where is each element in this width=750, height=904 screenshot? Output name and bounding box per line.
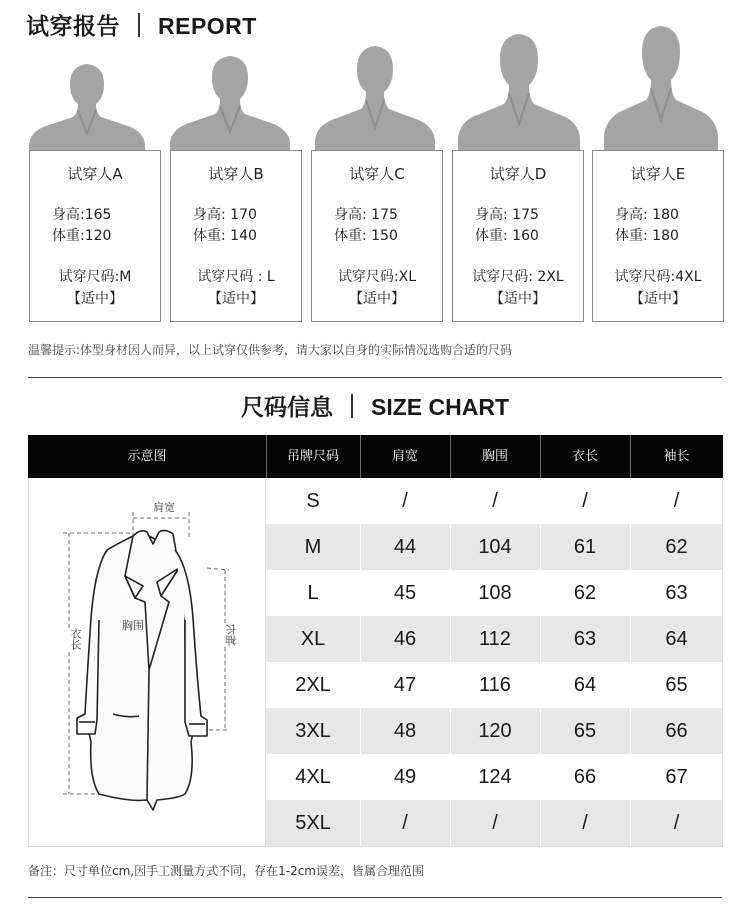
- header-sleeve: 袖长: [663, 449, 690, 464]
- person-silhouette-icon: [311, 42, 445, 153]
- person-size: 试穿尺码 : L: [197, 269, 275, 285]
- table-row: [266, 570, 723, 616]
- table-bottom-border: [28, 846, 723, 847]
- person-size: 试穿尺码:4XL: [614, 269, 702, 285]
- person-silhouette-icon: [452, 30, 586, 153]
- person-fit: 【适中】: [630, 291, 686, 307]
- cell-sleeve: /: [673, 812, 680, 834]
- cell-sleeve: 64: [665, 628, 688, 650]
- cell-shoulder: /: [402, 490, 408, 512]
- diagram-label-shoulder: 肩宽: [153, 501, 175, 514]
- person-info-card: [311, 150, 443, 322]
- header-diagram: 示意图: [127, 449, 167, 464]
- header-tag-size: 吊牌尺码: [286, 449, 339, 464]
- cell-size: M: [304, 536, 322, 558]
- cell-size: S: [306, 490, 320, 512]
- person-stats: [475, 205, 539, 247]
- cell-size: 4XL: [295, 766, 331, 788]
- cell-shoulder: 44: [393, 536, 417, 558]
- size-chart-title-en: SIZE CHART: [371, 394, 509, 420]
- cell-sleeve: 63: [665, 582, 688, 604]
- person-height: 身高: 175: [334, 207, 398, 223]
- table-row: [266, 800, 723, 846]
- person-height: 身高:165: [52, 207, 112, 223]
- person-height: 身高: 180: [615, 207, 679, 223]
- cell-size: L: [307, 582, 319, 604]
- size-chart-title-cn: 尺码信息: [241, 395, 333, 421]
- person-fit: 【适中】: [349, 291, 405, 307]
- person-name: 试穿人D: [489, 165, 547, 183]
- person-name: 试穿人E: [630, 165, 686, 183]
- table-row: [266, 662, 723, 708]
- column-divider: [360, 478, 361, 846]
- person-silhouette-icon: [170, 52, 304, 153]
- cell-chest: 116: [479, 674, 511, 696]
- person-info-card: [29, 150, 161, 322]
- cell-sleeve: /: [673, 490, 680, 512]
- size-table-header: [28, 435, 723, 478]
- divider-line: [28, 377, 722, 378]
- title-divider: [351, 394, 353, 418]
- table-row: [266, 478, 723, 524]
- report-title: [26, 8, 257, 41]
- cell-chest: 112: [479, 628, 511, 650]
- cell-chest: 120: [478, 720, 512, 742]
- column-divider: [722, 478, 723, 846]
- person-height: 身高: 170: [193, 207, 257, 223]
- cell-length: /: [582, 490, 588, 512]
- fit-tip: 温馨提示:体型身材因人而异，以上试穿仅供参考，请大家以自身的实际情况选购合适的尺码: [28, 343, 513, 357]
- column-divider: [630, 478, 631, 846]
- person-weight: 体重:120: [52, 228, 112, 244]
- cell-chest: /: [492, 812, 498, 834]
- person-name: 试穿人B: [208, 165, 264, 183]
- report-title-en: REPORT: [158, 13, 257, 39]
- cell-sleeve: 66: [665, 720, 688, 742]
- cell-sleeve: 67: [665, 766, 688, 788]
- header-length: 衣长: [571, 449, 598, 464]
- diagram-label-chest: 胸围: [122, 619, 144, 632]
- person-weight: 体重: 160: [475, 228, 539, 244]
- person-weight: 体重: 150: [334, 228, 398, 244]
- person-size: 试穿尺码: 2XL: [472, 269, 564, 285]
- cell-size: 2XL: [295, 674, 331, 696]
- person-info-card: [452, 150, 584, 322]
- person-fit: 【适中】: [67, 291, 123, 307]
- person-stats: [193, 205, 257, 247]
- cell-shoulder: 48: [393, 720, 417, 742]
- cell-sleeve: 62: [665, 536, 688, 558]
- cell-chest: 104: [478, 536, 512, 558]
- cell-size: XL: [300, 628, 326, 650]
- diagram-label-sleeve: 袖长: [225, 624, 238, 646]
- header-shoulder: 肩宽: [391, 449, 418, 464]
- cell-length: 66: [573, 766, 597, 788]
- cell-length: 61: [573, 536, 597, 558]
- person-size: 试穿尺码:XL: [337, 269, 417, 285]
- cell-size: 5XL: [295, 812, 331, 834]
- person-name: 试穿人A: [67, 165, 123, 183]
- column-divider: [540, 478, 541, 846]
- cell-shoulder: 46: [393, 628, 417, 650]
- person-info-card: [592, 150, 724, 322]
- person-fit: 【适中】: [208, 291, 264, 307]
- report-title-cn: 试穿报告: [26, 14, 120, 40]
- cell-length: /: [582, 812, 588, 834]
- person-stats: [615, 205, 679, 247]
- table-row: [266, 754, 723, 800]
- cell-shoulder: 45: [393, 582, 417, 604]
- table-row: [266, 524, 723, 570]
- person-fit: 【适中】: [490, 291, 546, 307]
- person-height: 身高: 175: [475, 207, 539, 223]
- column-divider: [265, 478, 266, 846]
- cell-sleeve: 65: [665, 674, 688, 696]
- table-row: [266, 616, 723, 662]
- cell-chest: /: [492, 490, 498, 512]
- coat-diagram: [28, 478, 266, 846]
- title-divider: [138, 13, 140, 37]
- person-weight: 体重: 140: [193, 228, 257, 244]
- diagram-label-length: 衣长: [69, 628, 82, 650]
- coat-outline-icon: [29, 478, 266, 846]
- cell-shoulder: 49: [393, 766, 417, 788]
- measurement-note: 备注：尺寸单位cm,因手工测量方式不同，存在1-2cm误差，皆属合理范围: [28, 864, 424, 878]
- cell-shoulder: 47: [393, 674, 417, 696]
- table-row: [266, 708, 723, 754]
- divider-line: [28, 897, 722, 898]
- person-size: 试穿尺码:M: [58, 269, 132, 285]
- size-chart-title: [0, 389, 750, 422]
- person-stats: [334, 205, 398, 247]
- cell-length: 62: [573, 582, 597, 604]
- cell-size: 3XL: [295, 720, 331, 742]
- cell-length: 64: [573, 674, 597, 696]
- person-silhouette-icon: [592, 22, 726, 153]
- person-name: 试穿人C: [349, 165, 405, 183]
- person-weight: 体重: 180: [615, 228, 679, 244]
- header-chest: 胸围: [481, 449, 508, 464]
- cell-chest: 108: [478, 582, 512, 604]
- cell-chest: 124: [478, 766, 512, 788]
- cell-length: 65: [573, 720, 597, 742]
- column-divider: [450, 478, 451, 846]
- cell-shoulder: /: [402, 812, 408, 834]
- person-info-card: [170, 150, 302, 322]
- person-silhouette-icon: [29, 60, 163, 153]
- person-stats: [52, 205, 111, 247]
- cell-length: 63: [573, 628, 597, 650]
